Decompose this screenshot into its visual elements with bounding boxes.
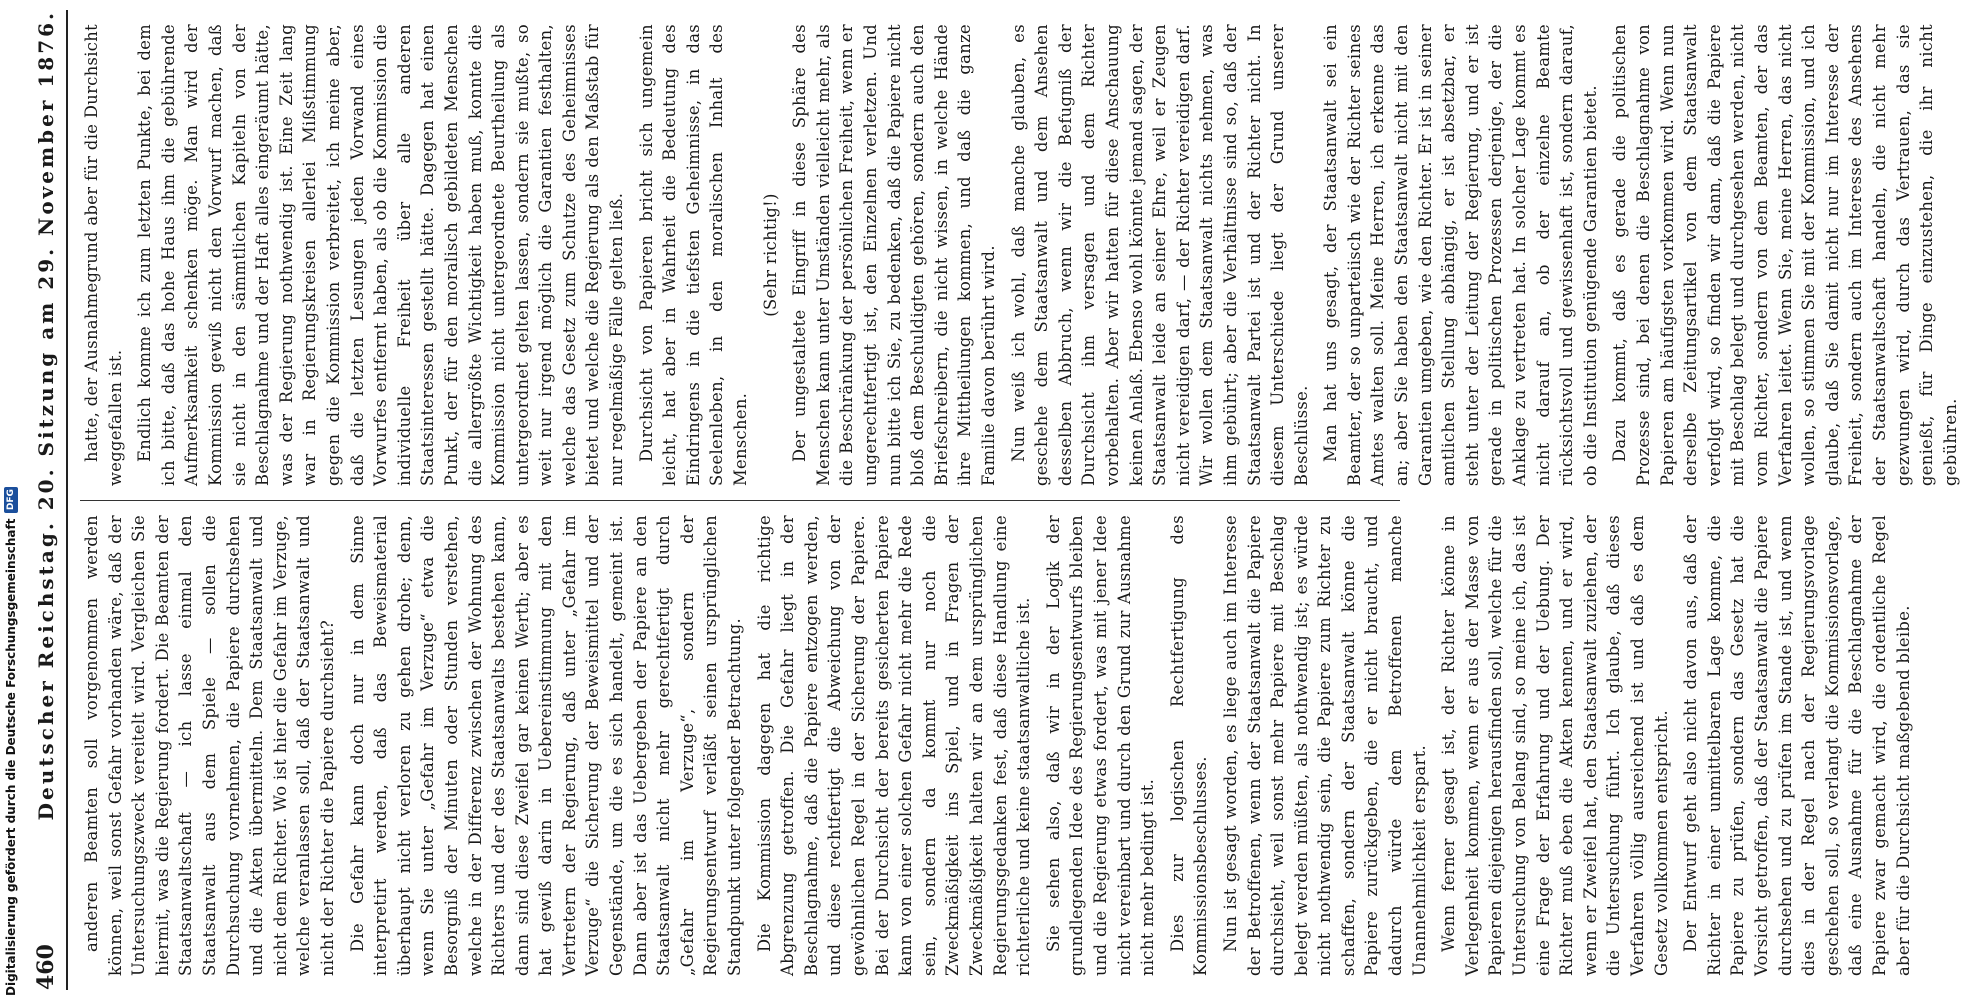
- paragraph: Dies zur logischen Rechtfertigung des Kommissionsbeschlusses.: [1167, 515, 1211, 976]
- page-title: Deutscher Reichstag. 20. Sitzung am 29. November 1876.: [34, 10, 58, 821]
- paragraph: Durchsicht von Papieren bricht sich ungemein leicht, hat aber in Wahrheit die Bedeutung des Eindringens in die tiefsten Geheimnisse, in das Seelenleben, in den moralischen Inhalt des Menschen.: [636, 24, 751, 486]
- paragraph: Nun ist gesagt worden, es liege auch im Interesse der Betroffenen, wenn der Staatsanwalt die Papiere durchsieht, weil sonst mehr Papiere mit Beschlag belegt werden müßten, als nothwendig ist; es würde nicht nothwendig sein, die Papiere zum Richter zu schaffen, sondern der Staatsanwalt könne die Papiere zurückgeben, die er nicht braucht, und dadurch würde dem Betroffenen manche Unannehmlichkeit erspart.: [1220, 515, 1429, 976]
- paragraph: Dazu kommt, daß es gerade die politischen Prozesse sind, bei denen die Beschlagnahme von Papieren am häufigsten vorkommen wird. Wenn nun derselbe Zeitungsartikel von dem Staatsanwalt verfolgt wird, so finden wir dann, daß die Papiere mit Beschlag belegt und durchgesehen werden, nicht vom Richter, sondern von dem Beamten, der das Verfahren leitet. Wenn Sie, meine Herren, das nicht wollen, so stimmen Sie mit der Kommission, und ich glaube, daß Sie damit nicht nur im Interesse der Freiheit, sondern auch im Interesse des Ansehens der Staatsanwaltschaft handeln, die nicht mehr gezwungen wird, durch das Vertrauen, das sie genießt, für Dinge einzustehen, die ihr nicht gebühren.: [1610, 24, 1960, 486]
- credit-text: Digitalisierung gefördert durch die Deutsche Forschungsgemeinschaft: [4, 518, 18, 996]
- paragraph: hatte, der Ausnahmegrund aber für die Durchsicht weggefallen ist.: [82, 24, 125, 486]
- page-number: 460: [33, 944, 59, 990]
- paragraph: Der Entwurf geht also nicht davon aus, daß der Richter in einer unmittelbaren Lage komme, die Papiere zu prüfen, sondern das Gesetz hat die Vorsicht getroffen, daß der Staatsanwalt die Papiere durchsehen und zu prüfen im Stande ist, und wenn dies in der Regel nach der Regierungsvorlage geschehen soll, so verlangt die Kommissionsvorlage, daß eine Ausnahme für die Beschlagnahme der Papiere zwar gemacht wird, die ordentliche Regel aber für die Durchsicht maßgebend bleibe.: [1681, 515, 1913, 976]
- paragraph: Man hat uns gesagt, der Staatsanwalt sei ein Beamter, der so unparteiisch wie der Richter seines Amtes walten soll. Meine Herren, ich erkenne das an; aber Sie haben den Staatsanwalt nicht mit den Garantien umgeben, wie den Richter. Er ist in seiner amtlichen Stellung abhängig, er ist absetzbar, er steht unter der Leitung der Regierung, und er ist gerade in politischen Prozessen derjenige, der die Anklage zu vertreten hat. In solcher Lage kommt es nicht darauf an, ob der einzelne Beamte rücksichtsvoll und gewissenhaft ist, sondern darauf, ob die Institution genügende Garantien bietet.: [1321, 24, 1600, 486]
- left-column: [80, 500, 1913, 990]
- dfg-logo-icon: DFG: [4, 487, 18, 513]
- paragraph: Der ungestaltete Eingriff in diese Sphäre des Menschen kann unter Umständen vielleicht mehr, als die Beschränkung der persönlichen Freiheit, wenn er ungerechtfertigt ist, den Einzelnen verletzen. Und nun bitte ich Sie, zu bedenken, daß die Papiere nicht bloß dem Beschuldigten gehören, sondern auch den Briefschreibern, die nicht wissen, in welche Hände ihre Mittheilungen kommen, und daß die ganze Familie davon berührt wird.: [790, 24, 998, 486]
- paragraph: anderen Beamten soll vorgenommen werden können, weil sonst Gefahr vorhanden wäre, daß der Untersuchungszweck vereitelt wird. Vergleichen Sie hiermit, was die Regierung fordert. Die Beamten der Staatsanwaltschaft — ich lasse einmal den Staatsanwalt aus dem Spiele — sollen die Durchsuchung vornehmen, die Papiere durchsehen und die Akten übermitteln. Dem Staatsanwalt und nicht dem Richter. Wo ist hier die Gefahr im Verzuge, welche veranlassen soll, daß der Staatsanwalt und nicht der Richter die Papiere durchsieht?: [82, 515, 337, 976]
- paragraph: Wenn ferner gesagt ist, der Richter könne in Verlegenheit kommen, wenn er aus der Masse von Papieren diejenigen herausfinden soll, welche für die Untersuchung von Belang sind, so meine ich, das ist eine Frage der Erfahrung und der Uebung. Der Richter muß eben die Akten kennen, und er wird, wenn er Zweifel hat, den Staatsanwalt zuziehen, der die Untersuchung führt. Ich glaube, daß dieses Verfahren völlig ausreichend ist und daß es dem Gesetz vollkommen entspricht.: [1439, 515, 1671, 976]
- paragraph: Die Gefahr kann doch nur in dem Sinne interpretirt werden, daß das Beweismaterial überhaupt nicht verloren zu gehen drohe; denn, wenn Sie unter „Gefahr im Verzuge“ etwa die Besorgniß der Minuten oder Stunden verstehen, welche in der Differenz zwischen der Wohnung des Richters und der des Staatsanwalts bestehen kann, dann sind diese Zweifel gar keinen Werth; aber es hat gewiß darin in Uebereinstimmung mit den Vertretern der Regierung, daß unter „Gefahr im Verzuge“ die Sicherung der Beweismittel und der Gegenstände, um die es sich handelt, gemeint ist. Dann aber ist das Uebergeben der Papiere an den Staatsanwalt nicht mehr gerechtfertigt durch „Gefahr im Verzuge“, sondern der Regierungsentwurf verläßt seinen ursprünglichen Standpunkt unter folgender Betrachtung.: [347, 515, 745, 976]
- paragraph: Endlich komme ich zum letzten Punkte, bei dem ich bitte, daß das hohe Haus ihm die gebührende Aufmerksamkeit schenken möge. Man wird der Kommission gewiß nicht den Vorwurf machen, daß sie nicht in den sämmtlichen Kapiteln von der Beschlagnahme und der Haft alles eingeräumt hätte, was der Regierung nothwendig ist. Eine Zeit lang war in Regierungskreisen allerlei Mißstimmung gegen die Kommission verbreitet, ich meine aber, daß die letzten Lesungen jeden Vorwand eines Vorwurfes entfernt haben, als ob die Kommission die individuelle Freiheit über alle anderen Staatsinteressen gestellt hätte. Dagegen hat einen Punkt, der für den moralisch gebildeten Menschen die allergrößte Wichtigkeit haben muß, konnte die Kommission nicht untergeordnete Beurtheilung als untergeordnet gelten lassen, sondern sie mußte, so weit nur irgend möglich die Garantien festhalten, welche das Gesetz zum Schutze des Geheimnisses bietet und welche die Regierung als den Maßstab für nur regelmäßige Fälle gelten ließ.: [135, 24, 627, 486]
- text-columns: [80, 10, 1960, 990]
- scan-credit: [4, 487, 18, 996]
- paragraph: Nun weiß ich wohl, daß manche glauben, es geschehe dem Staatsanwalt und dem Ansehen desselben Abbruch, wenn wir die Befugniß der Durchsicht ihm versagen und dem Richter vorbehalten. Aber wir hatten für diese Anschauung keinen Anlaß. Ebenso wohl könnte jemand sagen, der Staatsanwalt leide an seiner Ehre, weil er Zeugen nicht vereidigen darf, — der Richter vereidigen darf. Wir wollen dem Staatsanwalt nichts nehmen, was ihm gebührt; aber die Verhältnisse sind so, daß der Staatsanwalt Partei ist und der Richter nicht. In diesem Unterschiede liegt der Grund unserer Beschlüsse.: [1008, 24, 1311, 486]
- paragraph: Sie sehen also, daß wir in der Logik der grundlegenden Idee des Regierungsentwurfs bleiben und die Regierung etwas fordert, was mit jener Idee nicht vereinbart und durch den Grund zur Ausnahme nicht mehr bedingt ist.: [1043, 515, 1158, 976]
- page-header: [26, 10, 68, 990]
- rotated-page: [26, 10, 1960, 990]
- right-column: [80, 10, 1960, 500]
- interjection: (Sehr richtig!): [760, 193, 780, 317]
- paragraph: Die Kommission dagegen hat die richtige Abgrenzung getroffen. Die Gefahr liegt in der Beschlagnahme, daß die Papiere entzogen werden, und diese rechtfertigt die Abweichung von der gewöhnlichen Regel in der Sicherung der Papiere. Bei der Durchsicht der bereits gesicherten Papiere kann von einer solchen Gefahr nicht mehr die Rede sein, sondern da kommt nur noch die Zweckmäßigkeit ins Spiel, und in Fragen der Zweckmäßigkeit halten wir an dem ursprünglichen Regierungsgedanken fest, daß diese Handlung eine richterliche und keine staatsanwaltliche ist.: [754, 515, 1034, 976]
